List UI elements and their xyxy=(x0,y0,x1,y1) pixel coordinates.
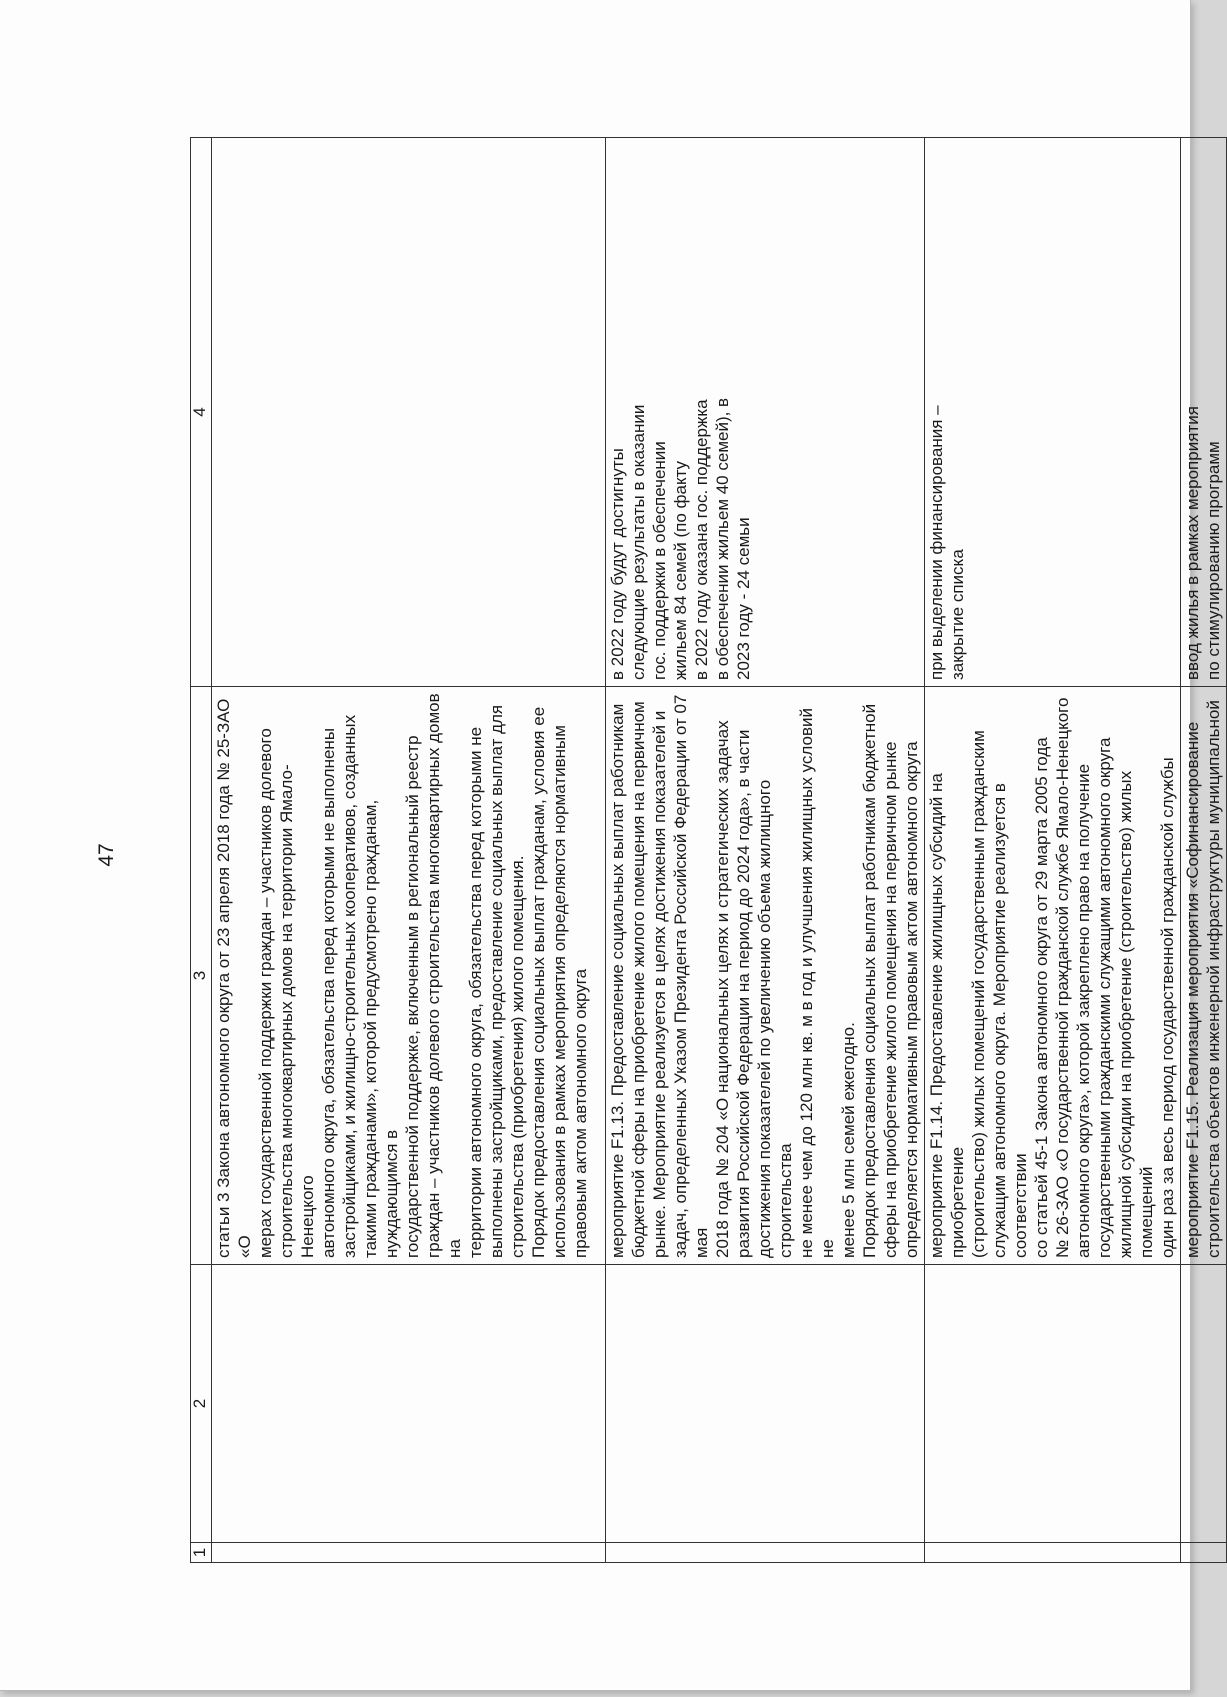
table-row xyxy=(925,138,1181,1563)
measure-f1-13-procedure: Порядок предоставления социальных выплат работникам бюджетной сферы на приобретение жилого помещения на первичном рынке определяется нормативным правовым актом автономного округа xyxy=(860,703,921,1258)
table-row xyxy=(606,138,925,1563)
program-measures-table xyxy=(190,137,1227,1563)
cell-col-2 xyxy=(1181,1265,1227,1543)
measure-f1-13-result: в 2022 году будут достигнуты следующие результаты в оказании гос. поддержки в обеспечении жильем 84 семей (по факту в 2022 году оказана гос. поддержка в обеспечении жильем 40 семей), в 2023 году - 24 семьи xyxy=(608,397,753,680)
cell-col-4 xyxy=(212,138,606,687)
measure-f1-14-result: при выделении финансирования – закрытие списка xyxy=(927,405,967,680)
cell-col-4 xyxy=(925,138,1181,687)
cell-col-1 xyxy=(606,1543,925,1563)
header-col-2: 2 xyxy=(191,1265,212,1543)
cell-col-1 xyxy=(212,1543,606,1563)
measure-f1-15-result: ввод жилья в рамках мероприятия по стимулированию программ xyxy=(1183,406,1223,680)
cell-col-3 xyxy=(1181,687,1227,1265)
header-col-1: 1 xyxy=(191,1543,212,1563)
header-col-4: 4 xyxy=(191,138,212,687)
article-3-description: статьи 3 Закона автономного округа от 23 апреля 2018 года № 25-ЗАО «О мерах государственной поддержки граждан – участников долевого строительства многоквартирных домов на территории Ямало-Ненецкого автономного округа, обязательства перед которыми не выполнены застройщиками, и жилищно-строительных кооперативов, созданных такими гражданами», которой предусмотрено гражданам, нуждающимся в государственной поддержке, включенным в региональный реестр граждан – участников долевого строительства многоквартирных домов на территории автономного округа, обязательства перед которыми не выполнены застройщиками, предоставление социальных выплат для строительства (приобретения) жилого помещения. xyxy=(214,693,527,1258)
page-number: 47 xyxy=(95,843,118,867)
cell-col-4 xyxy=(1181,138,1227,687)
cell-col-4 xyxy=(606,138,925,687)
measure-f1-14-description: мероприятие F1.14. Предоставление жилищных субсидий на приобретение (строительство) жилых помещений государственным гражданским служащим автономного округа. Мероприятие реализуется в соответствии со статьей 45-1 Закона автономного округа от 29 марта 2005 года № 26-ЗАО «О государственной гражданской службе Ямало-Ненецкого автономного округа», которой закреплено право на получение государственными гражданскими служащими автономного округа жилищной субсидии на приобретение (строительство) жилых помещений один раз за весь период государственной гражданской службы xyxy=(927,697,1177,1258)
cell-col-2 xyxy=(925,1265,1181,1543)
cell-col-1 xyxy=(925,1543,1181,1563)
table-header-row xyxy=(191,138,212,1563)
table-row xyxy=(1181,138,1227,1563)
table-row xyxy=(212,138,606,1563)
measure-f1-13-description: мероприятие F1.13. Предоставление социальных выплат работникам бюджетной сферы на приобретение жилого помещения на первичном рынке. Мероприятие реализуется в целях достижения показателей и задач, определенных Указом Президента Российской Федерации от 07 мая 2018 года № 204 «О национальных целях и стратегических задачах развития Российской Федерации на период до 2024 года», в части достижения показателей по увеличению объема жилищного строительства не менее чем до 120 млн кв. м в год и улучшения жилищных условий не менее 5 млн семей ежегодно. xyxy=(608,694,858,1258)
measure-f1-15-description: мероприятие F1.15. Реализация мероприятия «Софинансирование строительства объектов инженерной инфраструктуры муниципальной xyxy=(1183,700,1223,1258)
header-col-3: 3 xyxy=(191,687,212,1265)
cell-col-3 xyxy=(925,687,1181,1265)
cell-col-3 xyxy=(606,687,925,1265)
cell-col-2 xyxy=(606,1265,925,1543)
social-payment-procedure: Порядок предоставления социальных выплат гражданам, условия ее использования в рамках мероприятия определяются нормативным правовым актом автономного округа xyxy=(529,706,590,1258)
cell-col-2 xyxy=(212,1265,606,1543)
rotated-table-wrapper xyxy=(190,137,1223,1563)
cell-col-3 xyxy=(212,687,606,1265)
cell-col-1 xyxy=(1181,1543,1227,1563)
